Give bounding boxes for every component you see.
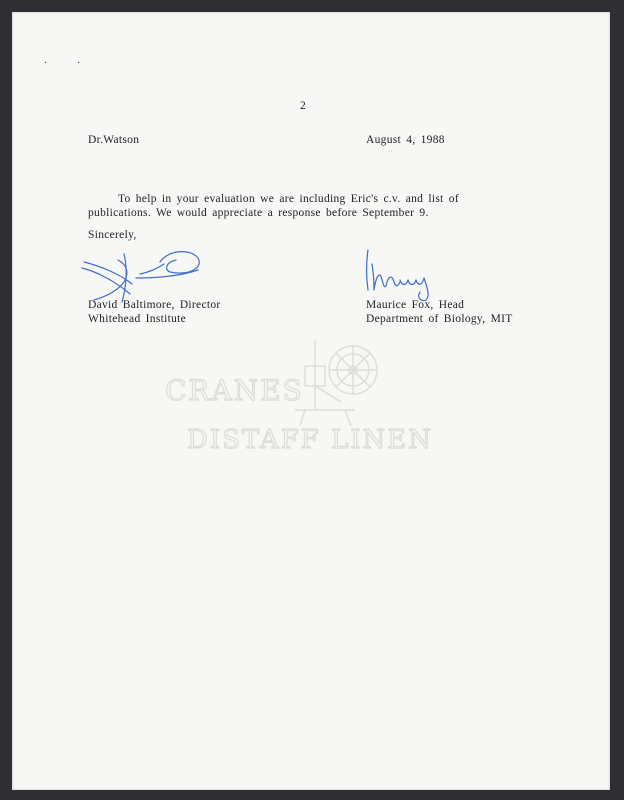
signatory-2-name: Maurice Fox, Head (366, 299, 465, 311)
addressee: Dr.Watson (88, 134, 140, 146)
signatory-1-name: David Baltimore, Director (88, 299, 221, 311)
body-line-2: publications. We would appreciate a response before September 9. (88, 207, 429, 219)
page-number: 2 (300, 100, 307, 112)
signatory-1-org: Whitehead Institute (88, 313, 187, 325)
scan-speck: · (77, 58, 81, 69)
signatory-2-org: Department of Biology, MIT (366, 313, 513, 325)
watermark-line-2: DISTAFF LINEN (187, 425, 433, 455)
signature-fox (362, 246, 442, 302)
paper-watermark (155, 330, 433, 460)
letter-date: August 4, 1988 (366, 134, 445, 146)
body-line-1: To help in your evaluation we are including Eric's c.v. and list of (118, 193, 459, 205)
watermark-line-1: CRANES (165, 374, 304, 407)
closing: Sincerely, (88, 229, 137, 241)
scan-speck: · (44, 58, 48, 69)
